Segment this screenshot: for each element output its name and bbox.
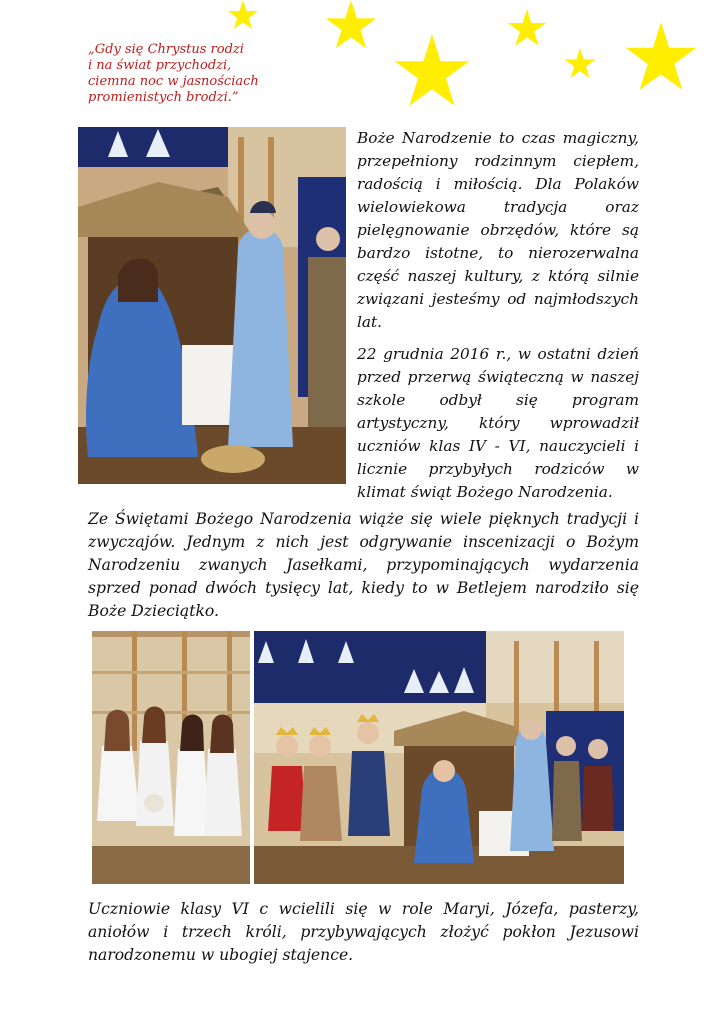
- intro-text: Boże Narodzenie to czas magiczny, przepełniony rodzinnym ciepłem, radością i miłością. Dla Polaków wielowiekowa tradycja oraz pielęgnowanie obrzędów, które są bardzo istotne, to nierozerwalna część naszej kultury, z którą silnie związani jesteśmy od najmłodszych lat.: [357, 129, 639, 331]
- star-icon: [506, 9, 548, 47]
- epigraph-line: promienistych brodzi.”: [88, 90, 239, 105]
- tradition-paragraph: [88, 508, 639, 623]
- tradition-text: Ze Świętami Bożego Narodzenia wiąże się wiele pięknych tradycji i zwyczajów. Jednym z nich jest odgrywanie inscenizacji o Bożym Narodzeniu zwanych Jasełkami, przypominających wydarzenia sprzed ponad dwóch tysięcy lat, kiedy to w Betlejem narodziło się Boże Dzieciątko.: [88, 510, 639, 620]
- angels-photo: [92, 631, 250, 884]
- epigraph-line: „Gdy się Chrystus rodzi: [88, 42, 244, 57]
- nativity-play-photo: [254, 631, 624, 884]
- caption-paragraph: [88, 898, 639, 967]
- event-text: 22 grudnia 2016 r., w ostatni dzień przed przerwą świąteczną w naszej szkole odbył się program artystyczny, który wprowadził uczniów klas IV - VI, nauczycieli i licznie przybyłych rodziców w klimat świąt Bożego Narodzenia.: [357, 345, 639, 501]
- star-icon: [392, 34, 472, 108]
- epigraph-line: i na świat przychodzi,: [88, 58, 232, 73]
- star-icon: [624, 22, 698, 92]
- event-paragraph: [357, 343, 639, 504]
- caption-text: Uczniowie klasy VI c wcielili się w role Maryi, Józefa, pasterzy, aniołów i trzech króli, przybywających złożyć pokłon Jezusowi narodzonemu w ubogiej stajence.: [88, 900, 639, 964]
- intro-paragraph: [357, 127, 639, 334]
- epigraph-quote: [88, 42, 288, 106]
- nativity-photo-mary-joseph: [78, 127, 346, 484]
- star-icon: [226, 0, 260, 30]
- star-icon: [563, 48, 597, 79]
- star-icon: [324, 0, 378, 50]
- epigraph-line: ciemna noc w jasnościach: [88, 74, 259, 89]
